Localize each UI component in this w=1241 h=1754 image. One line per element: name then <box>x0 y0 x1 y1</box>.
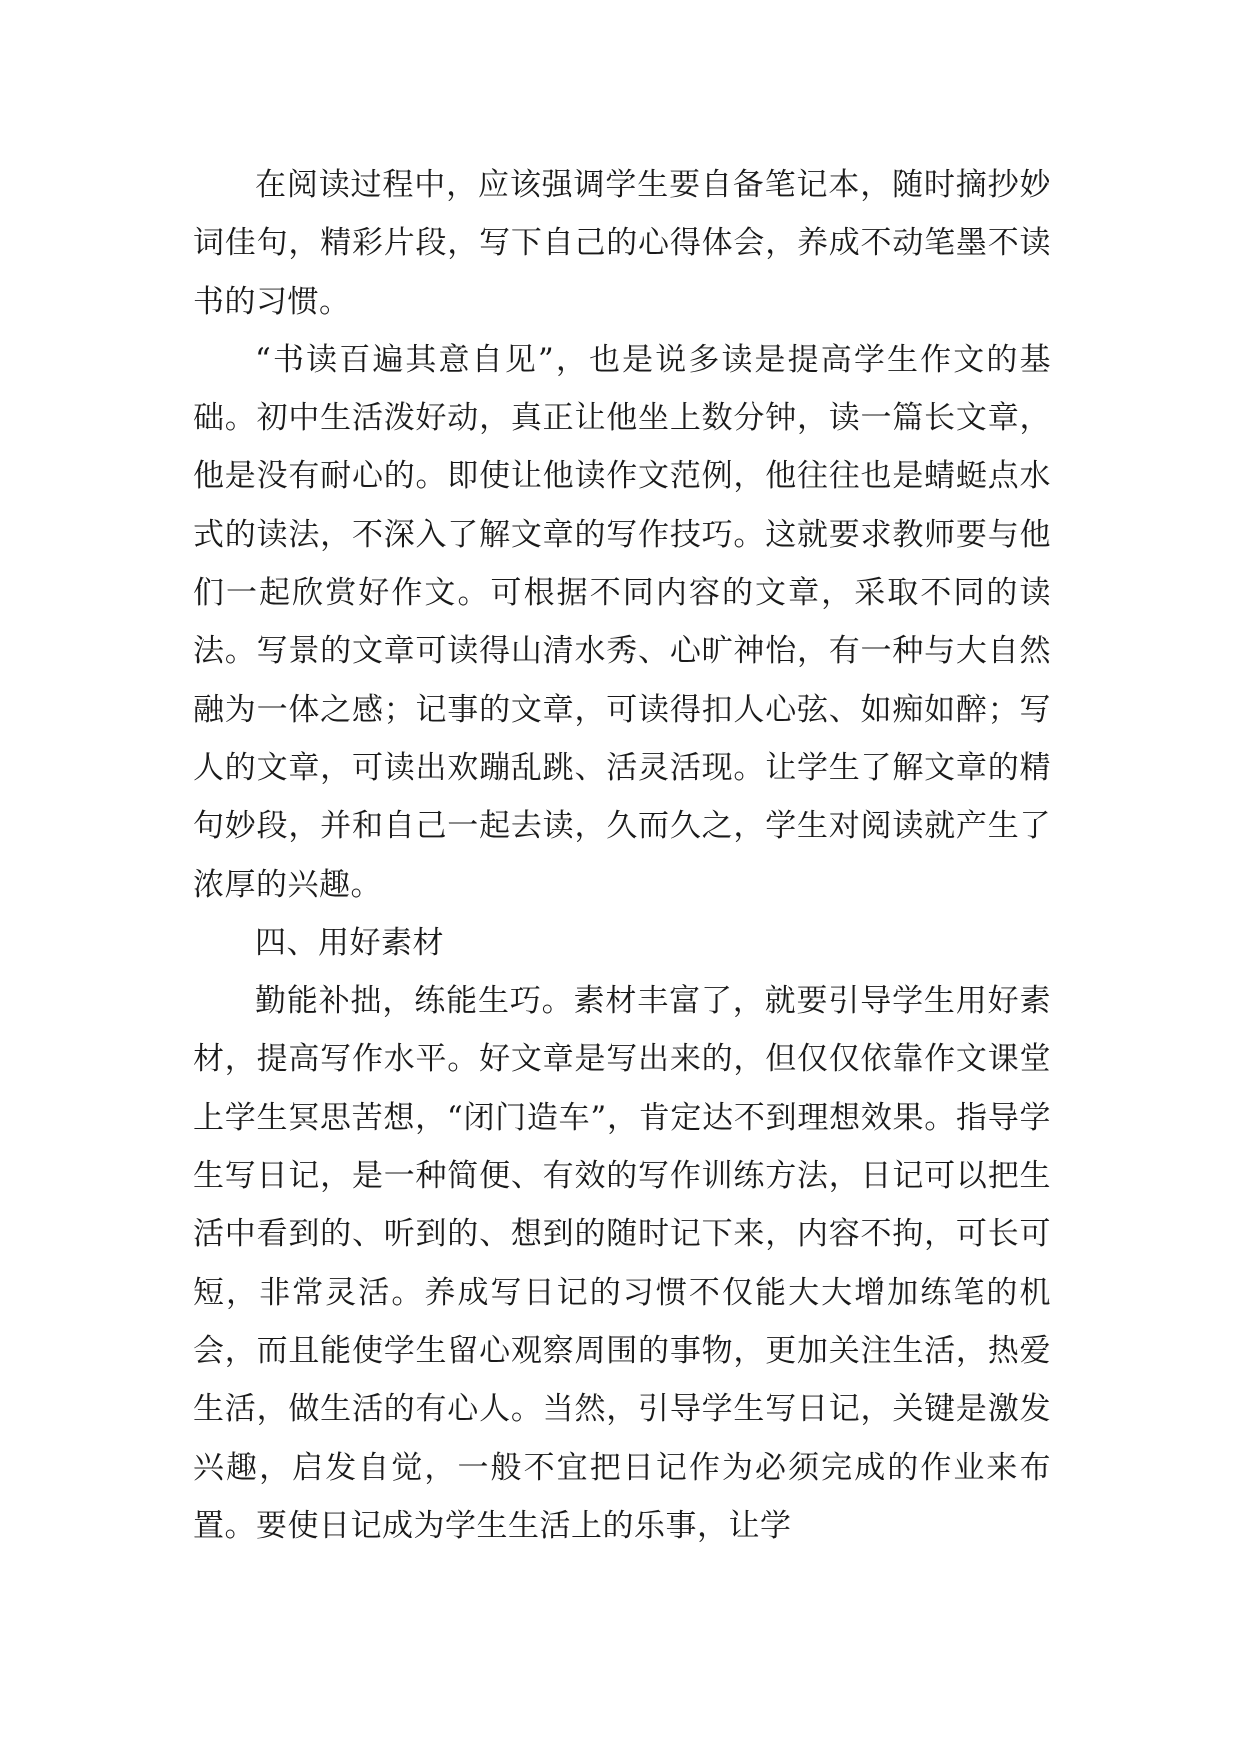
section-heading: 四、用好素材 <box>255 924 444 961</box>
document-body <box>193 156 1051 1555</box>
paragraph-diary-writing: 勤能补拙，练能生巧。素材丰富了，就要引导学生用好素材，提高写作水平。好文章是写出来的，但仅仅依靠作文课堂上学生冥思苦想，“闭门造车”，肯定达不到理想效果。指导学生写日记，是一种简便、有效的写作训练方法，日记可以把生活中看到的、听到的、想到的随时记下来，内容不拘，可长可短，非常灵活。养成写日记的习惯不仅能大大增加练笔的机会，而且能使学生留心观察周围的事物，更加关注生活，热爱生活，做生活的有心人。当然，引导学生写日记，关键是激发兴趣，启发自觉，一般不宜把日记作为必须完成的作业来布置。要使日记成为学生生活上的乐事，让学 <box>193 983 1051 1544</box>
paragraph-note-taking: 在阅读过程中，应该强调学生要自备笔记本，随时摘抄妙词佳句，精彩片段，写下自己的心得体会，养成不动笔墨不读书的习惯。 <box>193 167 1051 320</box>
paragraph-reading-aloud: “书读百遍其意自见”，也是说多读是提高学生作文的基础。初中生活泼好动，真正让他坐上数分钟，读一篇长文章，他是没有耐心的。即使让他读作文范例，他往往也是蜻蜓点水式的读法，不深入了解文章的写作技巧。这就要求教师要与他们一起欣赏好作文。可根据不同内容的文章，采取不同的读法。写景的文章可读得山清水秀、心旷神怡，有一种与大自然融为一体之感；记事的文章，可读得扣人心弦、如痴如醉；写人的文章，可读出欢蹦乱跳、活灵活现。让学生了解文章的精句妙段，并和自己一起去读，久而久之，学生对阅读就产生了浓厚的兴趣。 <box>193 341 1051 903</box>
